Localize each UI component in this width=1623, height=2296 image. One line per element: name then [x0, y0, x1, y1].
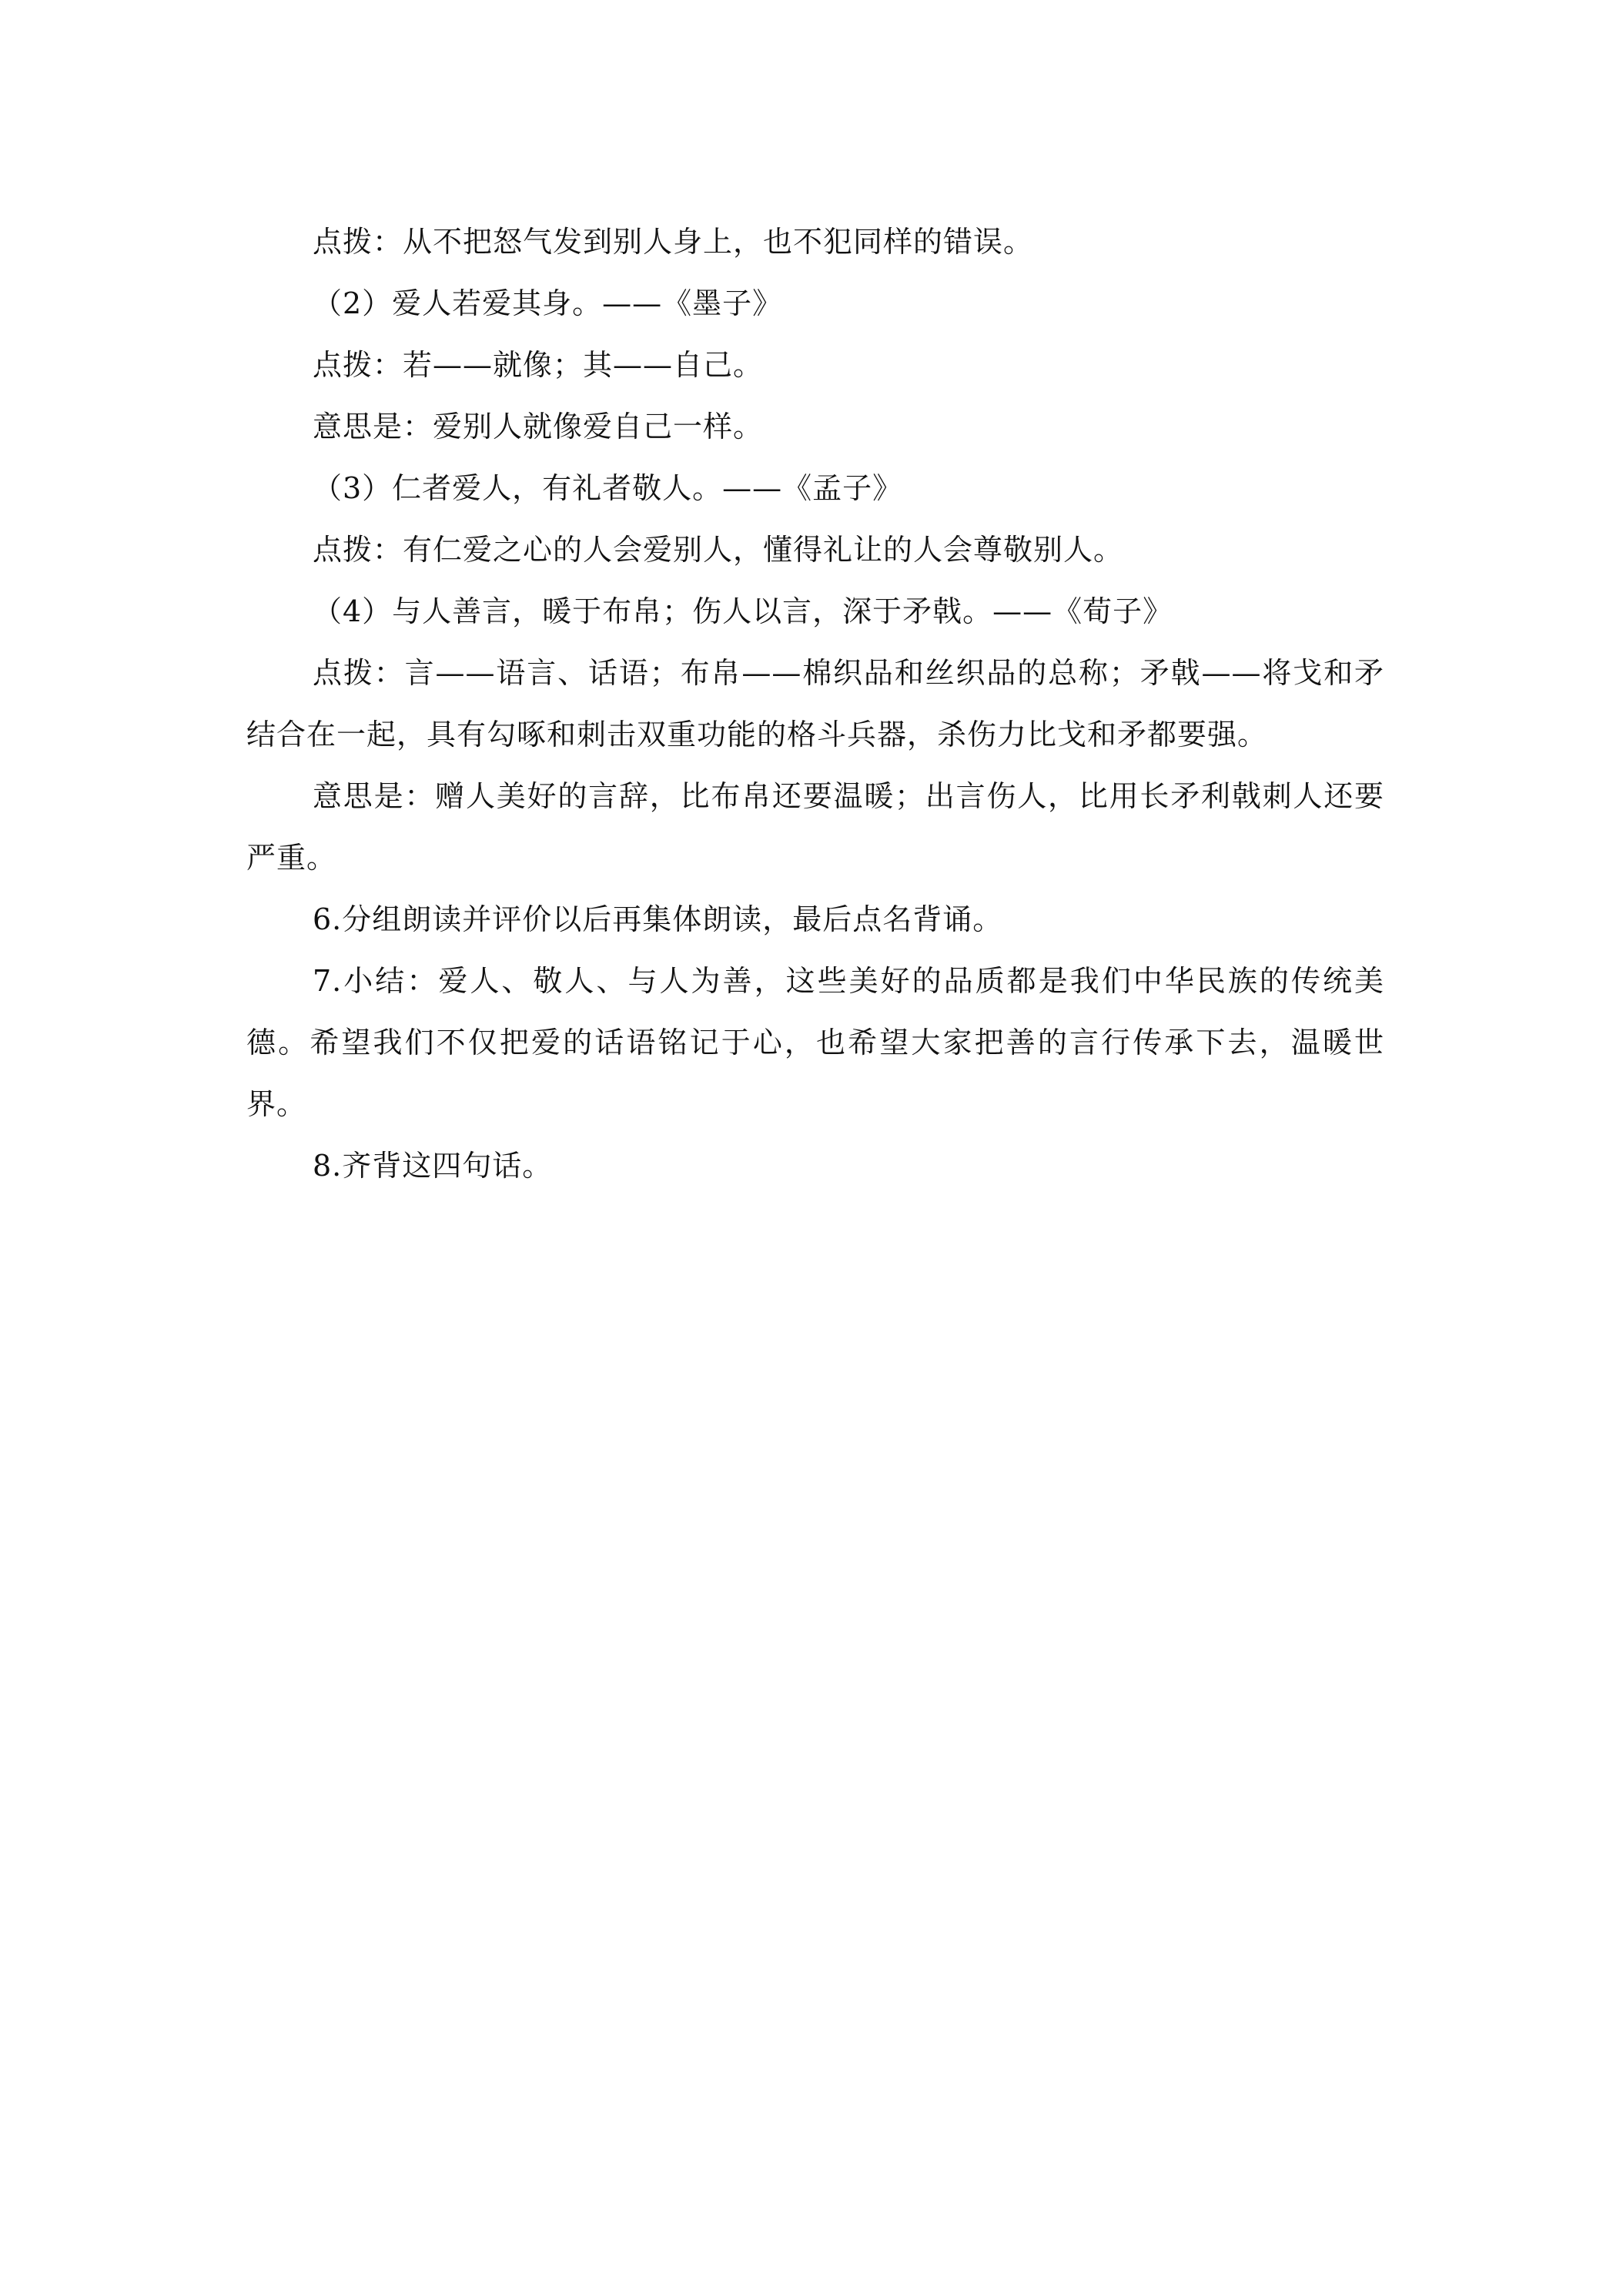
paragraph-hint-1: 点拨：从不把怒气发到别人身上，也不犯同样的错误。: [313, 225, 1034, 259]
paragraph-meaning-4: 意思是：赠人美好的言辞，比布帛还要温暖；出言伤人，比用长矛利戟刺人还要严重。: [246, 779, 1384, 875]
paragraph-step-8: 8.齐背这四句话。: [313, 1149, 553, 1183]
paragraph-quote-mengzi: （3）仁者爱人，有礼者敬人。——《孟子》: [313, 471, 903, 505]
paragraph-hint-4: 点拨：言——语言、话语；布帛——棉织品和丝织品的总称；矛戟——将戈和矛结合在一起，具有勾啄和刺击双重功能的格斗兵器，杀伤力比戈和矛都要强。: [246, 656, 1384, 751]
paragraph-meaning-2: 意思是：爱别人就像爱自己一样。: [313, 410, 764, 443]
paragraph-quote-xunzi: （4）与人善言，暖于布帛；伤人以言，深于矛戟。——《荀子》: [313, 594, 1173, 628]
paragraph-hint-3: 点拨：有仁爱之心的人会爱别人，懂得礼让的人会尊敬别人。: [313, 533, 1124, 567]
paragraph-step-6: 6.分组朗读并评价以后再集体朗读，最后点名背诵。: [313, 902, 1003, 936]
paragraph-quote-mozi: （2）爱人若爱其身。——《墨子》: [313, 286, 783, 320]
paragraph-step-7-summary: 7.小结：爱人、敬人、与人为善，这些美好的品质都是我们中华民族的传统美德。希望我们不仅把爱的话语铭记于心，也希望大家把善的言行传承下去，温暖世界。: [246, 964, 1384, 1121]
paragraph-hint-2: 点拨：若——就像；其——自己。: [313, 348, 764, 382]
document-body: [246, 211, 1384, 1197]
